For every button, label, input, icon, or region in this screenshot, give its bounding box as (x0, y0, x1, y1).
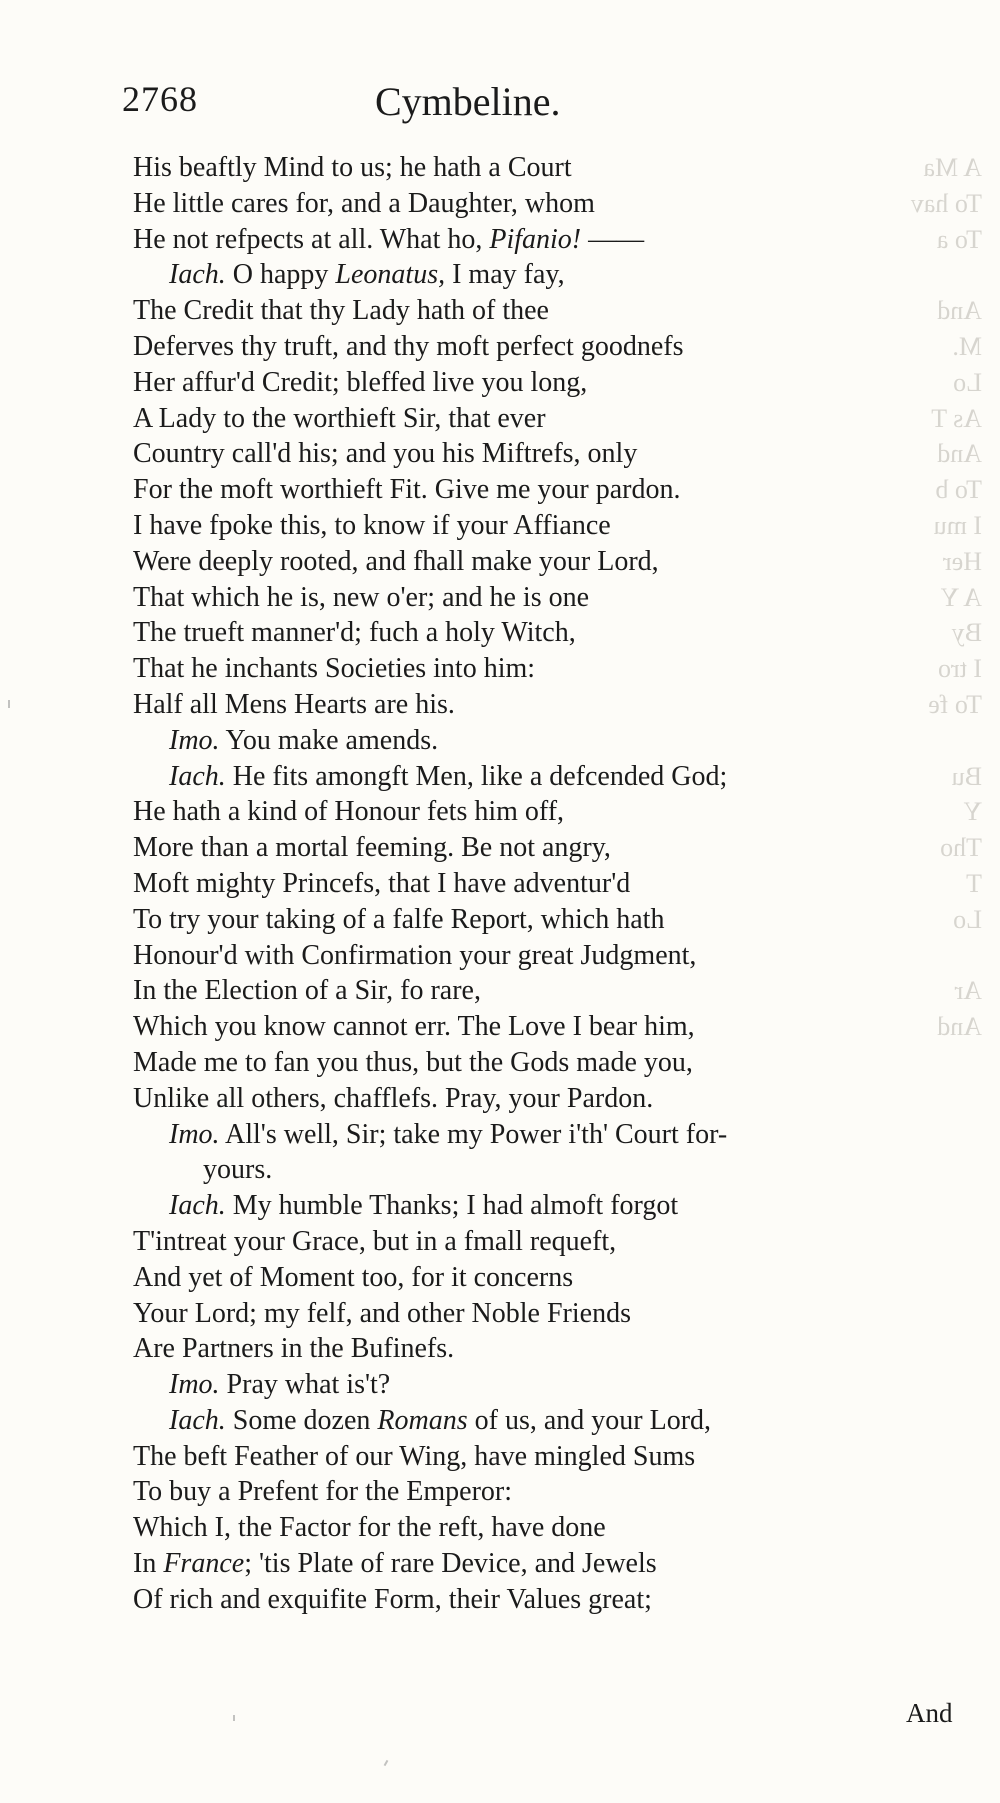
verse-line (133, 615, 873, 651)
verse-line (133, 508, 873, 544)
page-number: 2768 (122, 79, 198, 119)
verse-line (133, 938, 873, 974)
line-text: Pray what is't? (219, 1369, 391, 1401)
speech-line (133, 1367, 873, 1403)
line-text: Half all Mens Hearts are his. (133, 688, 455, 720)
line-text: In (133, 1548, 164, 1580)
line-text: Moft mighty Princefs, that I have adventur'd (133, 867, 631, 899)
line-text: Were deeply rooted, and fhall make your Lord, (133, 545, 659, 577)
verse-line (133, 1081, 873, 1117)
verse-line (133, 973, 873, 1009)
line-text: To buy a Prefent for the Emperor: (133, 1476, 513, 1508)
line-text: In the Election of a Sir, fo rare, (133, 975, 481, 1007)
line-text: of us, and your Lord, (467, 1404, 712, 1436)
catchword: And (906, 1698, 953, 1728)
show-through-text: A Ma To hav To a And M. Lo As T And To b I mu Her A Y By I tro To fe Bu Y Tho T Lo Ar And (910, 153, 982, 1042)
verse-line (133, 1474, 873, 1510)
line-text: Her affur'd Credit; bleffed live you long, (133, 366, 588, 398)
verse-line (133, 1582, 873, 1618)
line-text: His beaftly Mind to us; he hath a Court (133, 152, 572, 183)
verse-line (133, 1546, 873, 1582)
speech-line (133, 1188, 873, 1224)
line-text: Some dozen (225, 1404, 378, 1436)
line-text: He hath a kind of Honour fets him off, (133, 796, 565, 828)
line-text: For the moft worthieft Fit. Give me your pardon. (133, 474, 681, 506)
line-text: —— (581, 223, 645, 255)
verse-line (133, 830, 873, 866)
italic-name: Leonatus, (335, 259, 446, 291)
verse-line (133, 365, 873, 401)
speaker-name: Iach. (169, 1404, 226, 1436)
verse-line (133, 544, 873, 580)
line-text: That he inchants Societies into him: (133, 653, 536, 685)
speech-line (133, 1403, 873, 1439)
text-body (133, 150, 873, 1618)
line-text: yours. (203, 1154, 273, 1186)
verse-line (133, 401, 873, 437)
verse-line (133, 186, 873, 222)
speaker-name: Iach. (169, 259, 226, 291)
running-title: Cymbeline. (375, 79, 561, 124)
speaker-name: Imo. (169, 1369, 220, 1401)
line-text: Which you know cannot err. The Love I bear him, (133, 1011, 695, 1043)
verse-line (133, 150, 873, 186)
line-text: A Lady to the worthieft Sir, that ever (133, 402, 546, 434)
line-text: More than a mortal feeming. Be not angry, (133, 832, 611, 864)
line-text: Made me to fan you thus, but the Gods made you, (133, 1046, 693, 1078)
line-text: Country call'd his; and you his Miftrefs, only (133, 438, 638, 470)
speaker-name: Imo. (169, 1118, 220, 1150)
verse-line (133, 1045, 873, 1081)
verse-line (133, 1510, 873, 1546)
verse-line (133, 293, 873, 329)
line-text: Of rich and exquifite Form, their Values great; (133, 1583, 652, 1615)
line-text: And yet of Moment too, for it concerns (133, 1261, 574, 1293)
verse-line (133, 580, 873, 616)
line-text: That which he is, new o'er; and he is one (133, 581, 590, 613)
speech-line (133, 759, 873, 795)
verse-line (133, 651, 873, 687)
verse-line (133, 794, 873, 830)
speaker-name: Imo. (169, 724, 220, 756)
italic-name: Romans (377, 1404, 468, 1436)
line-text: Are Partners in the Bufinefs. (133, 1333, 455, 1365)
paper-speck (233, 1715, 235, 1721)
italic-name: France (163, 1548, 245, 1580)
line-text: Your Lord; my felf, and other Noble Friends (133, 1297, 631, 1329)
line-text: My humble Thanks; I had almoft forgot (225, 1190, 679, 1222)
page-header (122, 78, 762, 128)
speaker-name: Iach. (169, 1190, 226, 1222)
verse-line (133, 1331, 873, 1367)
speech-line (133, 1117, 873, 1153)
line-text: Which I, the Factor for the reft, have done (133, 1512, 606, 1544)
line-text: All's well, Sir; take my Power i'th' Court for- (219, 1118, 728, 1150)
line-text: He not refpects at all. What ho, (133, 223, 490, 255)
speech-line (133, 723, 873, 759)
line-text: Unlike all others, chafflefs. Pray, your Pardon. (133, 1082, 654, 1114)
line-text: I have fpoke this, to know if your Affiance (133, 509, 611, 541)
line-text: O happy (225, 259, 336, 291)
verse-line (133, 1296, 873, 1332)
line-text: ; 'tis Plate of rare Device, and Jewels (244, 1548, 657, 1580)
line-text: The beft Feather of our Wing, have mingled Sums (133, 1440, 696, 1472)
line-text: He little cares for, and a Daughter, whom (133, 187, 595, 219)
verse-line (133, 687, 873, 723)
speech-line (133, 257, 873, 293)
line-text: The Credit that thy Lady hath of thee (133, 295, 549, 327)
verse-line (133, 1009, 873, 1045)
paper-speck (8, 700, 10, 708)
line-text: To try your taking of a falfe Report, which hath (133, 903, 665, 935)
verse-line (133, 1439, 873, 1475)
line-text: The trueft manner'd; fuch a holy Witch, (133, 617, 576, 649)
line-text: I may fay, (445, 259, 565, 291)
line-text: Honour'd with Confirmation your great Judgment, (133, 939, 697, 971)
verse-line (133, 1224, 873, 1260)
verse-line (133, 329, 873, 365)
line-text: He fits amongft Men, like a defcended God; (225, 760, 728, 792)
verse-line (133, 1152, 873, 1188)
verse-line (133, 436, 873, 472)
verse-line (133, 902, 873, 938)
italic-name: Pifanio! (489, 223, 582, 255)
line-text: Deferves thy truft, and thy moft perfect goodnefs (133, 330, 684, 362)
line-text: T'intreat your Grace, but in a fmall requeft, (133, 1225, 617, 1257)
speaker-name: Iach. (169, 760, 226, 792)
verse-line (133, 1260, 873, 1296)
line-text: You make amends. (219, 724, 439, 756)
verse-line (133, 472, 873, 508)
verse-line (133, 866, 873, 902)
paper-speck (384, 1760, 389, 1766)
verse-line (133, 222, 873, 258)
